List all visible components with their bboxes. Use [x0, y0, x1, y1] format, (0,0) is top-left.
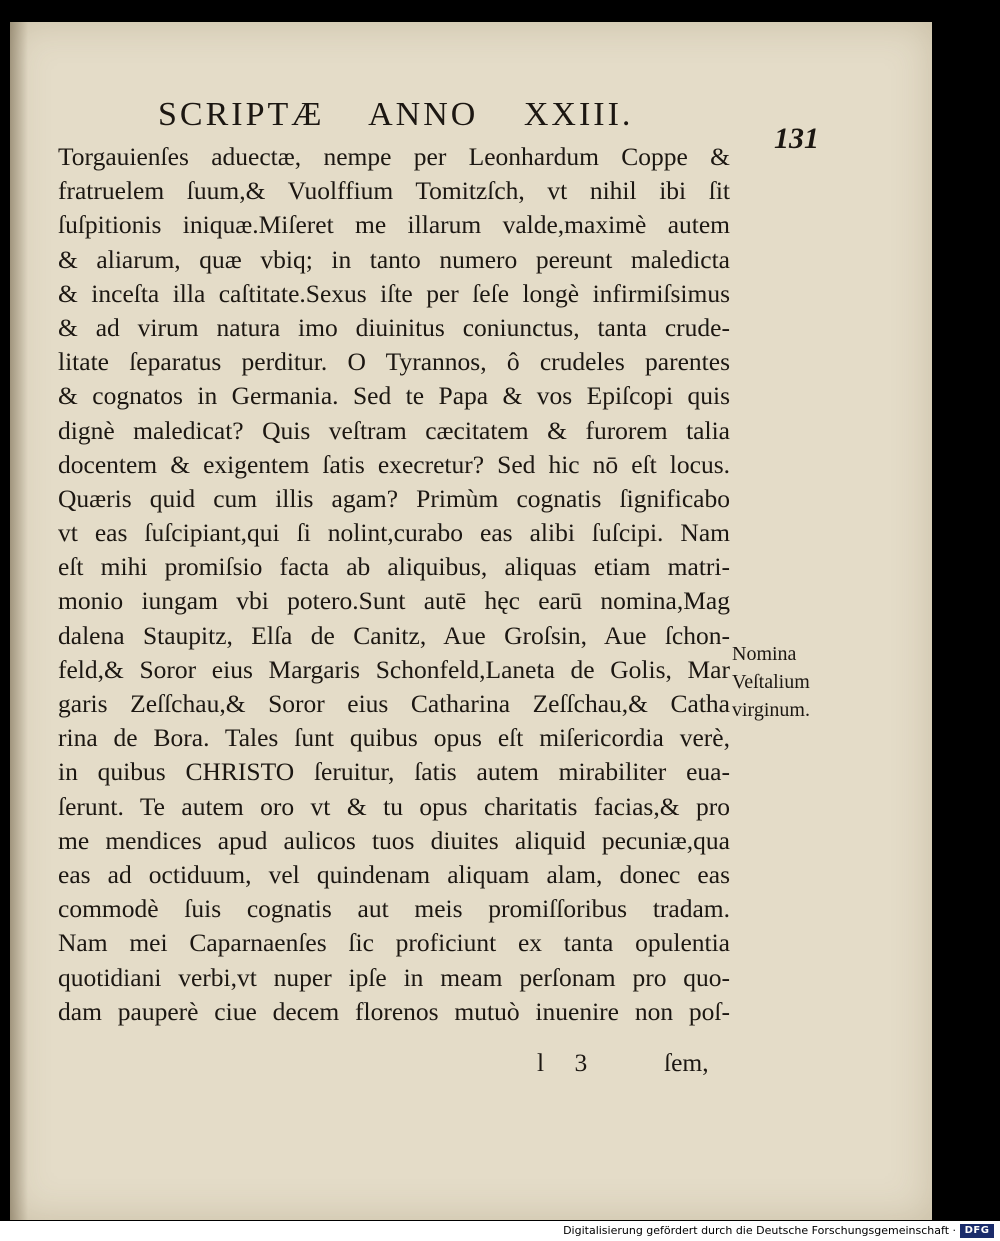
footer-credit: Digitalisierung gefördert durch die Deutsche Forschungsgemeinschaft ·: [563, 1224, 956, 1237]
text-line: monio iungam vbi potero.Sunt autē hęc earū nomina,Mag: [58, 586, 730, 616]
text-line: litate ſeparatus perditur. O Tyrannos, ô crudeles parentes: [58, 347, 730, 377]
text-line: & inceſta illa caſtitate.Sexus iſte per ſeſe longè infirmiſsimus: [58, 278, 730, 308]
text-line: garis Zeſſchau,& Soror eius Catharina Zeſſchau,& Catha: [58, 689, 730, 718]
text-line: & aliarum, quæ vbiq; in tanto numero pereunt maledicta: [58, 244, 730, 274]
text-line: ſerunt. Te autem oro vt & tu opus charitatis facias,& pro: [58, 791, 730, 821]
text-line: ſuſpitionis iniquæ.Miſeret me illarum valde,maximè autem: [58, 210, 730, 240]
text-line: Quæris quid cum illis agam? Primùm cognatis ſignificabo: [58, 483, 730, 513]
text-line: in quibus CHRISTO ſeruitur, ſatis autem mirabiliter eua-: [58, 757, 730, 787]
text-line: Torgauienſes aduectæ, nempe per Leonhardum Coppe &: [58, 142, 730, 171]
margin-note: [732, 640, 810, 724]
text-line: & cognatos in Germania. Sed te Papa & vos Epiſcopi quis: [58, 381, 730, 411]
dfg-logo-icon: DFG: [960, 1224, 994, 1238]
text-line: & ad virum natura imo diuinitus coniunctus, tanta crude-: [58, 312, 730, 342]
margin-note-line: Nomina: [732, 643, 797, 665]
text-line: dam pauperè ciue decem florenos mutuò inuenire non poſ-: [58, 996, 730, 1026]
running-head: SCRIPTÆ ANNO XXIII.: [158, 96, 634, 133]
body-text: [58, 140, 730, 1029]
text-line: commodè ſuis cognatis aut meis promiſſoribus tradam.: [58, 894, 730, 924]
text-line: eſt mihi promiſsio facta ab aliquibus, aliquas etiam matri-: [58, 552, 730, 582]
footer-bar: [0, 1221, 1000, 1241]
folio-number: 131: [774, 122, 819, 155]
text-line: dalena Staupitz, Elſa de Canitz, Aue Groſsin, Aue ſchon-: [58, 620, 730, 650]
text-line: dignè maledicat? Quis veſtram cæcitatem & furorem talia: [58, 415, 730, 445]
margin-note-line: virginum.: [732, 699, 810, 721]
text-line: rina de Bora. Tales ſunt quibus opus eſt miſericordia verè,: [58, 723, 730, 753]
catchword: ſem,: [664, 1048, 709, 1077]
text-line: quotidiani verbi,vt nuper ipſe in meam perſonam pro quo-: [58, 962, 730, 992]
text-line: me mendices apud aulicos tuos diuites aliquid pecuniæ,qua: [58, 825, 730, 855]
text-line: docentem & exigentem ſatis execretur? Sed hic nō eſt locus.: [58, 449, 730, 479]
text-line: Nam mei Caparnaenſes ſic proficiunt ex tanta opulentia: [58, 928, 730, 958]
spine-shadow: [10, 22, 28, 1220]
text-line: vt eas ſuſcipiant,qui ſi nolint,curabo eas alibi ſuſcipi. Nam: [58, 518, 730, 548]
margin-note-line: Veſtalium: [732, 671, 810, 693]
text-line: fratruelem ſuum,& Vuolffium Tomitzſch, vt nihil ibi ſit: [58, 176, 730, 206]
text-line: feld,& Soror eius Margaris Schonfeld,Laneta de Golis, Mar: [58, 654, 730, 684]
text-line: eas ad octiduum, vel quindenam aliquam alam, donec eas: [58, 859, 730, 889]
signature-mark: l 3: [537, 1048, 588, 1077]
book-page: [10, 22, 932, 1220]
